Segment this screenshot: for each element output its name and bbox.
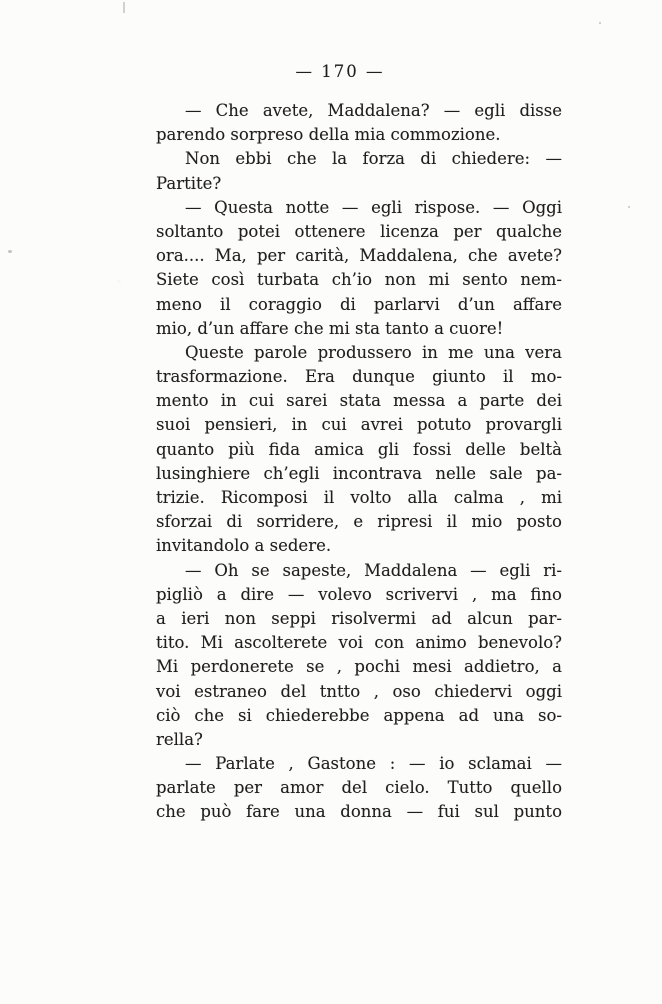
text-line: lusinghiere ch’egli incontrava nelle sale pa- — [156, 463, 562, 483]
text-line: trasformazione. Era dunque giunto il mo- — [156, 367, 562, 387]
scan-speck — [8, 250, 12, 253]
text-line: a ieri non seppi risolvermi ad alcun par- — [156, 608, 562, 628]
text-line: mio, d’un affare che mi sta tanto a cuore! — [156, 318, 504, 338]
text-line: che può fare una donna — fui sul punto — [156, 802, 562, 822]
scan-speck — [123, 2, 125, 13]
text-line: sforzai di sorridere, e ripresi il mio posto — [156, 512, 562, 532]
text-line: tito. Mi ascolterete voi con animo benevolo? — [156, 633, 562, 653]
text-line: Partite? — [156, 173, 222, 193]
text-line: ciò che si chiederebbe appena ad una so- — [156, 705, 562, 725]
page-number: — 170 — — [295, 62, 385, 81]
text-line: soltanto potei ottenere licenza per qualche — [156, 221, 562, 241]
text-line: pigliò a dire — volevo scrivervi , ma fino — [156, 584, 562, 604]
text-line: — Questa notte — egli rispose. — Oggi — [185, 197, 562, 217]
scan-speck — [628, 206, 630, 208]
text-line: Siete così turbata ch’io non mi sento nem- — [156, 270, 562, 290]
text-line: ora.... Ma, per carità, Maddalena, che avete? — [156, 246, 562, 266]
text-line: Queste parole produssero in me una vera — [185, 342, 562, 362]
text-line: quanto più fida amica gli fossi delle beltà — [156, 439, 562, 459]
text-line: invitandolo a sedere. — [156, 536, 332, 556]
text-line: parendo sorpreso della mia commozione. — [156, 125, 501, 145]
scan-speck — [599, 22, 601, 24]
text-line: rella? — [156, 729, 203, 749]
text-line: meno il coraggio di parlarvi d’un affare — [156, 294, 562, 314]
text-block — [156, 99, 562, 825]
text-line: parlate per amor del cielo. Tutto quello — [156, 778, 562, 798]
text-line: suoi pensieri, in cui avrei potuto provargli — [156, 415, 562, 435]
text-line: voi estraneo del tntto , oso chiedervi oggi — [156, 681, 562, 701]
text-line: trizie. Ricomposi il volto alla calma , mi — [156, 488, 562, 507]
text-line: Mi perdonerete se , pochi mesi addietro, a — [156, 657, 562, 677]
text-line: — Parlate , Gastone : — io sclamai — — [185, 754, 562, 774]
text-line: — Oh se sapeste, Maddalena — egli ri- — [185, 560, 562, 580]
text-line: mento in cui sarei stata messa a parte dei — [156, 391, 562, 411]
text-line: Non ebbi che la forza di chiedere: — — [185, 149, 562, 169]
text-line: — Che avete, Maddalena? — egli disse — [185, 101, 562, 120]
